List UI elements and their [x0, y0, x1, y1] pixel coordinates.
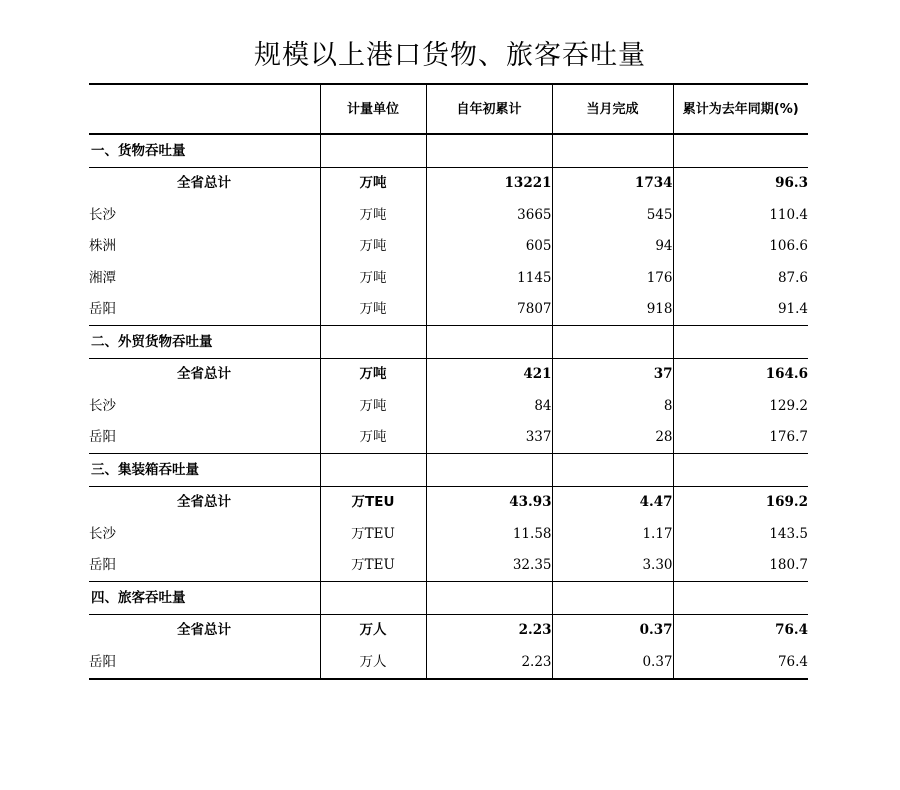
row-month: 3.30 [552, 550, 673, 582]
row-name: 湘潭 [89, 269, 116, 286]
page-title: 规模以上港口货物、旅客吞吐量 [254, 40, 646, 71]
row-cumulative: 421 [426, 358, 552, 390]
row-cumulative: 605 [426, 231, 552, 263]
row-name: 株洲 [89, 238, 116, 255]
row-name: 全省总计 [177, 175, 231, 192]
row-unit: 万人 [320, 614, 426, 646]
row-cumulative: 84 [426, 390, 552, 422]
section-row [89, 134, 808, 167]
row-unit: 万吨 [320, 199, 426, 231]
row-yoy: 91.4 [673, 294, 808, 326]
row-unit: 万吨 [320, 422, 426, 454]
section-label: 四、旅客吞吐量 [89, 582, 320, 615]
row-unit: 万吨 [320, 231, 426, 263]
section-empty-cell [426, 326, 552, 359]
row-name: 长沙 [89, 525, 116, 542]
section-label: 二、外贸货物吞吐量 [89, 326, 320, 359]
header-yoy: 累计为去年同期(%) [673, 84, 808, 134]
section-empty-cell [552, 582, 673, 615]
row-month: 0.37 [552, 646, 673, 679]
row-yoy: 180.7 [673, 550, 808, 582]
row-unit: 万吨 [320, 390, 426, 422]
section-empty-cell [426, 134, 552, 167]
row-unit: 万吨 [320, 358, 426, 390]
row-unit: 万TEU [320, 486, 426, 518]
section-empty-cell [673, 454, 808, 487]
row-yoy: 106.6 [673, 231, 808, 263]
row-name: 岳阳 [89, 557, 116, 574]
section-empty-cell [673, 582, 808, 615]
row-cumulative: 337 [426, 422, 552, 454]
section-row [89, 326, 808, 359]
row-yoy: 143.5 [673, 518, 808, 550]
section-row [89, 454, 808, 487]
row-name: 全省总计 [177, 622, 231, 639]
row-month: 545 [552, 199, 673, 231]
row-cumulative: 2.23 [426, 614, 552, 646]
row-month: 8 [552, 390, 673, 422]
header-unit: 计量单位 [320, 84, 426, 134]
section-empty-cell [673, 326, 808, 359]
row-unit: 万人 [320, 646, 426, 679]
table-row [89, 550, 808, 582]
row-month: 918 [552, 294, 673, 326]
row-cumulative: 7807 [426, 294, 552, 326]
table-row [89, 390, 808, 422]
table-body [89, 134, 808, 679]
row-month: 37 [552, 358, 673, 390]
section-empty-cell [673, 134, 808, 167]
section-empty-cell [320, 134, 426, 167]
row-unit: 万吨 [320, 167, 426, 199]
throughput-table [89, 83, 808, 680]
table-row [89, 518, 808, 550]
row-unit: 万吨 [320, 294, 426, 326]
row-month: 176 [552, 262, 673, 294]
row-cumulative: 3665 [426, 199, 552, 231]
row-name: 岳阳 [89, 646, 320, 679]
row-name: 岳阳 [89, 301, 116, 318]
row-name: 全省总计 [177, 494, 231, 511]
header-month: 当月完成 [552, 84, 673, 134]
row-cumulative: 32.35 [426, 550, 552, 582]
row-name: 长沙 [89, 206, 116, 223]
section-label: 三、集装箱吞吐量 [89, 454, 320, 487]
row-unit: 万TEU [320, 550, 426, 582]
row-name: 全省总计 [177, 366, 231, 383]
row-yoy: 164.6 [673, 358, 808, 390]
section-label: 一、货物吞吐量 [89, 134, 320, 167]
section-empty-cell [320, 454, 426, 487]
row-yoy: 169.2 [673, 486, 808, 518]
row-yoy: 96.3 [673, 167, 808, 199]
section-empty-cell [426, 454, 552, 487]
row-yoy: 87.6 [673, 262, 808, 294]
row-month: 28 [552, 422, 673, 454]
row-month: 1.17 [552, 518, 673, 550]
total-row [89, 486, 808, 518]
table-row [89, 294, 808, 326]
section-empty-cell [552, 326, 673, 359]
row-month: 4.47 [552, 486, 673, 518]
row-cumulative: 13221 [426, 167, 552, 199]
table-row [89, 646, 808, 679]
table-row [89, 262, 808, 294]
header-cumulative: 自年初累计 [426, 84, 552, 134]
section-empty-cell [320, 582, 426, 615]
table-row [89, 231, 808, 263]
section-empty-cell [552, 454, 673, 487]
total-row [89, 358, 808, 390]
total-row [89, 167, 808, 199]
row-yoy: 110.4 [673, 199, 808, 231]
row-yoy: 76.4 [673, 646, 808, 679]
row-yoy: 129.2 [673, 390, 808, 422]
row-name: 长沙 [89, 397, 116, 414]
section-empty-cell [426, 582, 552, 615]
row-month: 94 [552, 231, 673, 263]
row-yoy: 176.7 [673, 422, 808, 454]
table-row [89, 199, 808, 231]
section-empty-cell [552, 134, 673, 167]
row-cumulative: 43.93 [426, 486, 552, 518]
row-cumulative: 2.23 [426, 646, 552, 679]
row-month: 1734 [552, 167, 673, 199]
section-row [89, 582, 808, 615]
row-name: 岳阳 [89, 429, 116, 446]
row-unit: 万吨 [320, 262, 426, 294]
row-unit: 万TEU [320, 518, 426, 550]
total-row [89, 614, 808, 646]
table-row [89, 422, 808, 454]
header-row [89, 84, 808, 134]
row-month: 0.37 [552, 614, 673, 646]
row-cumulative: 1145 [426, 262, 552, 294]
header-name [89, 84, 320, 134]
section-empty-cell [320, 326, 426, 359]
row-yoy: 76.4 [673, 614, 808, 646]
row-cumulative: 11.58 [426, 518, 552, 550]
